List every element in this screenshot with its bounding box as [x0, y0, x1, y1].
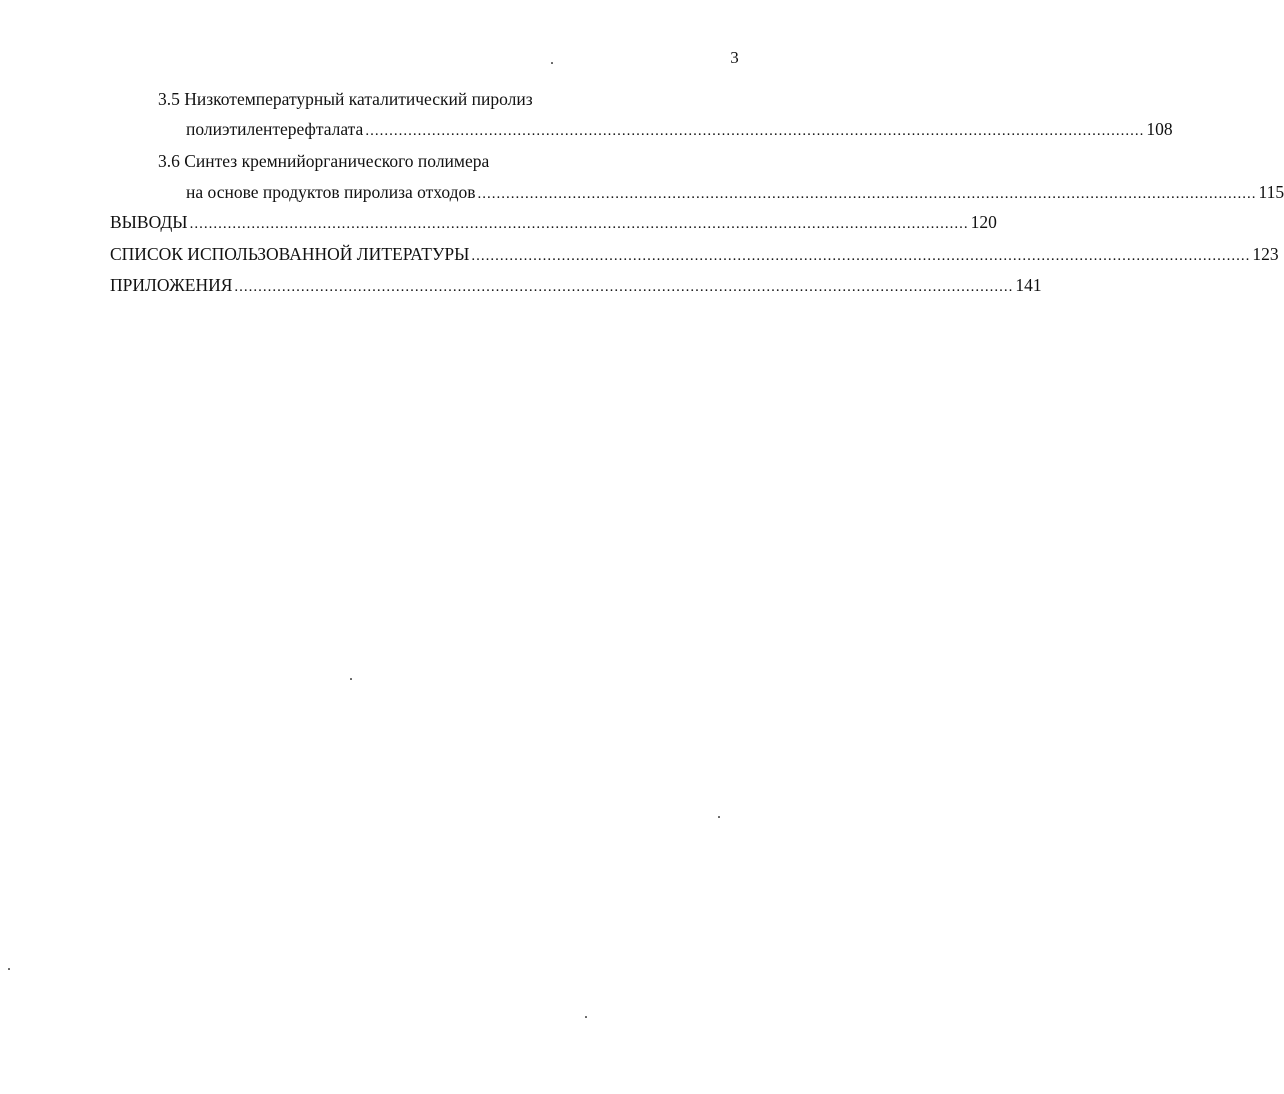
scan-speck: [718, 816, 720, 818]
dot-leader: ....................................................................................................................................................................: [477, 186, 1257, 202]
scan-speck: [350, 678, 352, 680]
toc-page-number: 141: [1015, 275, 1042, 295]
toc-entry-label: ПРИЛОЖЕНИЯ: [110, 275, 233, 295]
toc-entry-3-6: [186, 181, 1284, 203]
dot-leader: ....................................................................................................................................................................: [234, 279, 1014, 295]
toc-entry-label: на основе продуктов пиролиза отходов: [186, 182, 476, 202]
toc-entry-label: ВЫВОДЫ: [110, 212, 188, 232]
toc-entry-label: СПИСОК ИСПОЛЬЗОВАННОЙ ЛИТЕРАТУРЫ: [110, 244, 470, 264]
toc-entry-appendices: [110, 274, 1042, 296]
page-number: 3: [730, 48, 739, 67]
toc-entry-3-6-title: 3.6 Синтез кремнийорганического полимера: [158, 151, 490, 171]
toc-page-number: 108: [1146, 119, 1173, 139]
toc-entry-label: полиэтилентерефталата: [186, 119, 364, 139]
toc-page-number: 115: [1258, 182, 1284, 202]
dot-leader: ....................................................................................................................................................................: [365, 123, 1145, 139]
toc-entry-conclusions: [110, 211, 997, 233]
dot-leader: ....................................................................................................................................................................: [471, 248, 1251, 264]
toc-entry-references: [110, 243, 1279, 265]
dot-leader: ....................................................................................................................................................................: [189, 216, 969, 232]
scan-speck: [551, 62, 553, 64]
toc-entry-3-5: [186, 118, 1173, 140]
toc-page-number: 123: [1252, 244, 1279, 264]
scan-speck: [585, 1016, 587, 1018]
scan-speck: [8, 968, 10, 970]
toc-page-number: 120: [970, 212, 997, 232]
toc-entry-3-5-title: 3.5 Низкотемпературный каталитический пиролиз: [158, 89, 533, 109]
